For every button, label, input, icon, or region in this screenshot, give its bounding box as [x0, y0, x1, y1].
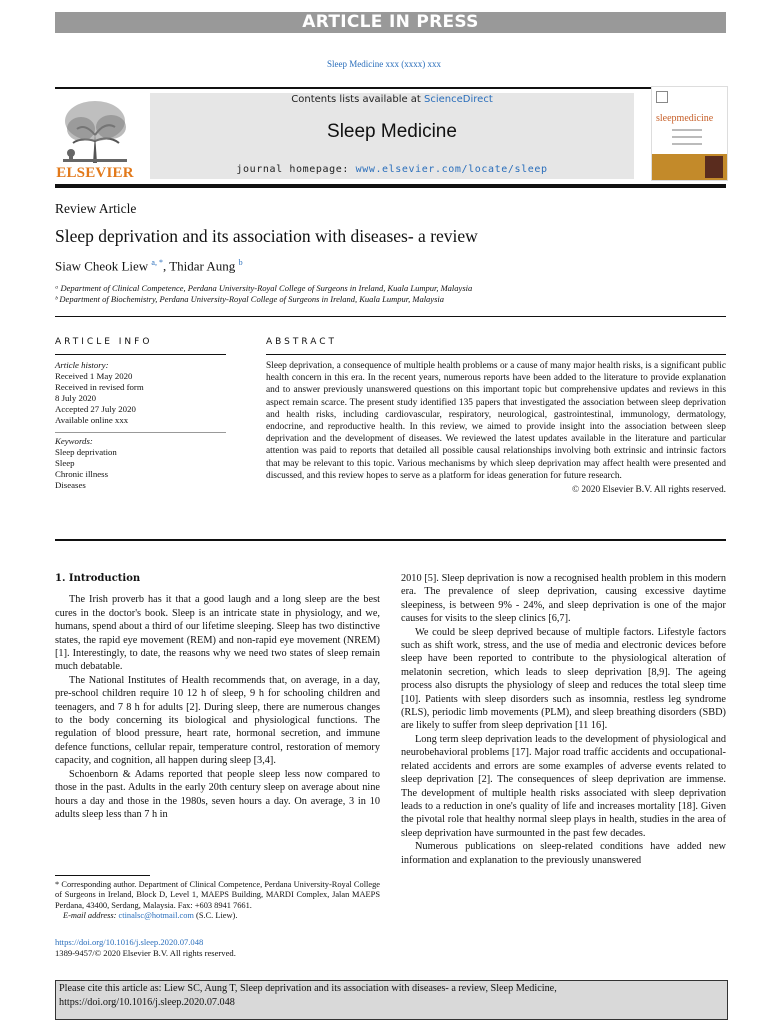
- affiliation-a: ᵃ Department of Clinical Competence, Perdana University-Royal College of Surgeons in Ireland, Kuala Lumpur, Malaysia: [55, 283, 473, 293]
- author-affiliation-mark[interactable]: a, *: [151, 258, 163, 267]
- body-column-left: [55, 572, 380, 821]
- history-item: Available online xxx: [55, 415, 129, 425]
- keyword: Sleep deprivation: [55, 447, 117, 457]
- article-type: Review Article: [55, 201, 137, 216]
- journal-homepage-link[interactable]: www.elsevier.com/locate/sleep: [355, 164, 548, 175]
- paragraph: Numerous publications on sleep-related conditions have added new information and explanation to the previously unanswered: [401, 841, 726, 866]
- cover-image: [705, 156, 723, 178]
- abstract-heading: ABSTRACT: [266, 337, 338, 347]
- article-info-heading: ARTICLE INFO: [55, 337, 153, 347]
- paragraph: Long term sleep deprivation leads to the development of physiological and neurobehavioral problems [17]. Major road traffic accidents and occupational-related accidents and errors are some examples of adverse events related to sleep deprivation [2]. The consequences of sleep deprivation are immense. The development of multiple health risks associated with sleep deprivation leads to a reduction in one's quality of life and increases mortality [18]. Given the pivotal role that healthy normal sleep plays in health, studies in the area of sleep deprivation have surmounted in the past few decades.: [401, 733, 726, 839]
- author-name[interactable]: Siaw Cheok Liew: [55, 258, 149, 274]
- journal-cover-thumbnail: [651, 86, 728, 181]
- keyword: Sleep: [55, 458, 75, 468]
- corresponding-author-footnote: [55, 880, 380, 922]
- abstract-copyright: © 2020 Elsevier B.V. All rights reserved.: [571, 485, 726, 496]
- citation-box: Please cite this article as: Liew SC, Aung T, Sleep deprivation and its association with diseases- a review, Sleep Medicine, https://doi.org/10.1016/j.sleep.2020.07.048: [55, 980, 728, 1020]
- paragraph: We could be sleep deprived because of multiple factors. Lifestyle factors such as shift work, stress, and the use of media and electronic devices before sleep have been reported to contribute to the physiological alteration of melatonin secretion, which leads to sleep deprivation [8,9]. The ageing process also disrupts the physiology of sleep and reduces the total sleep time [10]. Patients with sleep disorders such as insomnia, restless leg syndrome (RLS), periodic limb movements (PLM), and sleep breathing disorders (SBD) are likely to suffer from sleep deprivation [11 16].: [401, 626, 726, 732]
- abstract-text: Sleep deprivation, a consequence of multiple health problems or a cause of many major health risks, is a significant public health concern in this era. In the recent years, numerous reports have been added to the literature to provide explanation and to answer previously unanswered questions on this important topic but comprehensive updates and reviews in this aspect remain scarce. The present study identified 135 papers that investigated the association between sleep deprivation and health risks, including cardiovascular, respiratory, neurological, gastrointestinal, immunology, dermatology, endocrine, and reproductive health. In this review, we aimed to provide insight into the association between sleep deprivation and the development of diseases. We reviewed the latest updates available in the literature and particular attention was paid to reports that detailed all possible causal relationships involving both extrinsic and intrinsic factors that may be relevant to this topic. Various mechanisms by which sleep deprivation may affect health were presented and discussed, and this review hopes to serve as a platform for ideas generation for future research.: [266, 361, 726, 481]
- article-info-rule: [55, 354, 226, 355]
- email-link[interactable]: ctinalsc@hotmail.com: [118, 911, 194, 921]
- paragraph: 2010 [5]. Sleep deprivation is now a recognised health problem in this modern era. The prevalence of sleep deprivation, causing excessive daytime sleepiness, is between 9% - 24%, and sleep deprivation is one of the major causes for visits to the sleep clinics [6,7].: [401, 573, 726, 625]
- affiliation-rule: [55, 316, 726, 317]
- author-affiliation-mark[interactable]: b: [238, 258, 243, 267]
- history-item: 8 July 2020: [55, 393, 97, 403]
- paragraph: The National Institutes of Health recommends that, on average, in a day, pre-school children require 10 12 h of sleep, 9 h for schooling children and teenagers, and 7 8 h for adults [2]. During sleep, there are numerous changes to the body concerning its biological and physiological functions. The regulation of blood pressure, heart rate, hormonal secretion, and immune defence functions, cellular repair, temperature control, restoration of memory capacity, and cognition, all happen during sleep [3,4].: [55, 674, 380, 767]
- keyword: Diseases: [55, 480, 86, 490]
- contents-line: [150, 94, 634, 105]
- doi-block: [55, 937, 236, 959]
- article-info-panel: [55, 360, 230, 491]
- issn-line: 1389-9457/© 2020 Elsevier B.V. All rights reserved.: [55, 948, 236, 958]
- paragraph: Schoenborn & Adams reported that people sleep less now compared to those in the past. Adults in the early 20th century sleep on average about nine hours a day and those in the 1980s, seven hours a day. On average, 3 in 10 adults sleep less than 7 h in: [55, 768, 380, 820]
- body-column-right: [401, 572, 726, 867]
- history-item: Received in revised form: [55, 382, 144, 392]
- keyword: Chronic illness: [55, 469, 109, 479]
- article-title: Sleep deprivation and its association with diseases- a review: [55, 226, 478, 246]
- author-list: Siaw Cheok Liew $^{a, *}$, Thidar Aung $^b$: [55, 258, 243, 274]
- footnote-rule: [55, 875, 150, 876]
- header-rule-bottom: [55, 184, 726, 188]
- footnote-email-line: [55, 911, 380, 921]
- paragraph: The Irish proverb has it that a good laugh and a long sleep are the best cures in the doctor's book. Sleep is an intricate state in physiology, and we, humans, spend about a third of our lifetime sleeping. Sleep has two distinctive states, the rapid eye movement (REM) and non-rapid eye movement (NREM) [1]. Interestingly, to date, the reasons why we need two states of sleep remain much debatable.: [55, 594, 380, 673]
- homepage-prefix: journal homepage:: [236, 164, 356, 175]
- history-label: Article history:: [55, 360, 109, 370]
- contents-prefix: Contents lists available at: [291, 94, 425, 105]
- abstract-panel: [266, 360, 726, 496]
- article-in-press-banner: ARTICLE IN PRESS: [55, 12, 726, 33]
- body-rule: [55, 539, 726, 541]
- email-suffix: (S.C. Liew).: [193, 911, 238, 921]
- cover-lines: [672, 129, 702, 150]
- info-divider: [55, 426, 226, 433]
- affiliation-b: ᵇ Department of Biochemistry, Perdana University-Royal College of Surgeons in Ireland, Kuala Lumpur, Malaysia: [55, 294, 444, 304]
- header-rule-top: [55, 87, 726, 89]
- abstract-rule: [266, 354, 726, 355]
- journal-masthead: [150, 93, 634, 179]
- cover-logo-icon: [656, 91, 668, 103]
- email-label: E-mail address:: [63, 911, 119, 921]
- history-item: Received 1 May 2020: [55, 371, 133, 381]
- section-heading: 1. Introduction: [55, 573, 141, 584]
- footnote-text: * Corresponding author. Department of Clinical Competence, Perdana University-Royal College of Surgeons in Ireland, Block D, Level 1, MAEPS Building, MARDI Complex, Jalan MAEPS Perdana, 43400, Serdang, Malaysia. Fax: +603 8941 7661.: [55, 880, 380, 910]
- keywords-label: Keywords:: [55, 436, 93, 446]
- journal-title: Sleep Medicine: [327, 121, 457, 142]
- cover-title: sleepmedicine: [656, 113, 714, 124]
- history-item: Accepted 27 July 2020: [55, 404, 136, 414]
- journal-reference-link[interactable]: Sleep Medicine xxx (xxxx) xxx: [327, 59, 441, 69]
- journal-homepage-line: [150, 164, 634, 175]
- sciencedirect-link[interactable]: ScienceDirect: [424, 94, 493, 105]
- elsevier-wordmark: ELSEVIER: [56, 165, 134, 181]
- doi-link[interactable]: https://doi.org/10.1016/j.sleep.2020.07.048: [55, 937, 204, 947]
- author-name[interactable]: Thidar Aung: [169, 258, 236, 274]
